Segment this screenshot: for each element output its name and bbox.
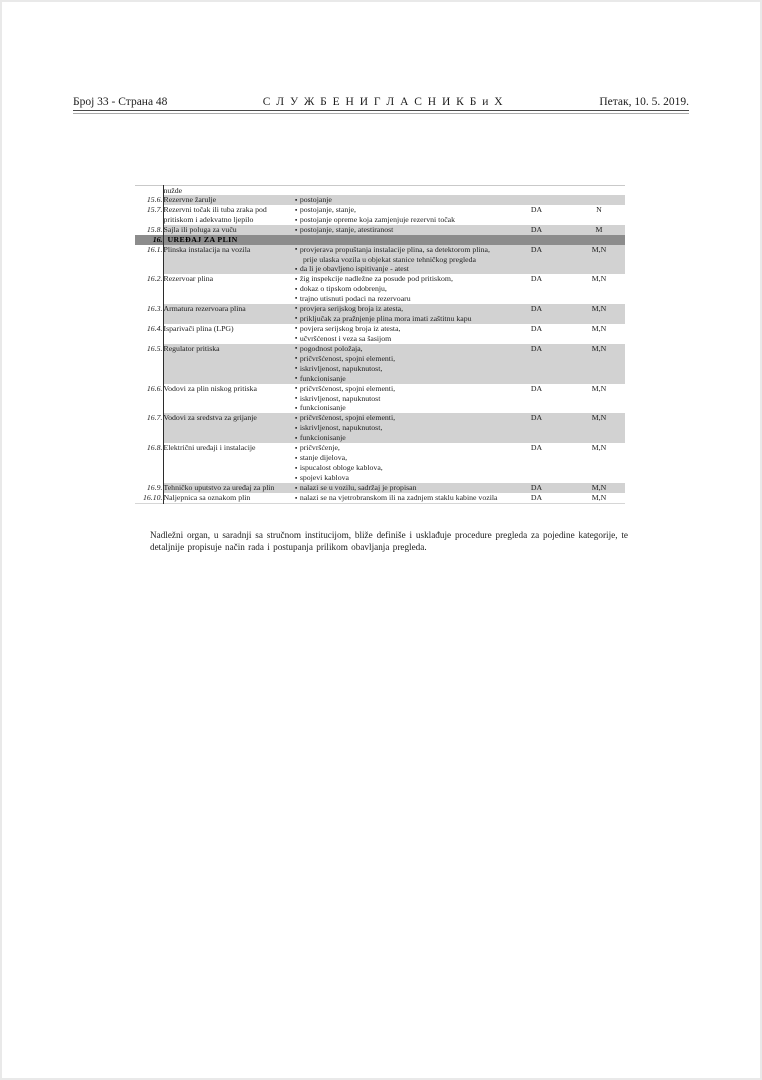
da-cell: DA xyxy=(500,245,573,274)
check-bullet-line xyxy=(295,374,500,384)
bullet-marker: ▪ xyxy=(295,335,298,343)
table-row xyxy=(135,344,625,384)
checks-cell xyxy=(295,384,500,414)
da-cell: DA xyxy=(500,413,573,443)
bullet-marker: ▪ xyxy=(295,305,298,313)
check-text: pričvršćenost, spojni elementi, xyxy=(299,383,396,393)
item-name-cell: nužde xyxy=(163,186,295,196)
check-text: provjera serijskog broja iz atesta, xyxy=(299,303,404,313)
row-number-cell: 16.1. xyxy=(135,245,163,274)
check-text: učvršćenost i veza sa šasijom xyxy=(299,333,392,343)
item-name-cell: Vodovi za plin niskog pritiska xyxy=(163,384,295,414)
checks-cell xyxy=(295,324,500,344)
check-bullet-line xyxy=(295,394,500,404)
check-bullet-line xyxy=(295,493,500,503)
mn-cell: M,N xyxy=(573,483,625,493)
check-bullet-line xyxy=(295,195,500,205)
check-bullet-line xyxy=(295,433,500,443)
checks-cell xyxy=(295,344,500,384)
item-name-cell: Sajla ili poluga za vuču xyxy=(163,225,295,235)
table-row xyxy=(135,483,625,493)
bullet-marker: ▪ xyxy=(295,444,298,452)
check-bullet-line xyxy=(295,304,500,314)
check-bullet-line xyxy=(295,215,500,225)
bullet-marker: ▪ xyxy=(295,355,298,363)
bullet-marker: ▪ xyxy=(295,325,298,333)
check-text: provjerava propuštanja instalacije plina, sa detektorom plina, prije ulaska vozila u objekat stanice tehničkog pregleda xyxy=(299,244,490,264)
check-text: nalazi se na vjetrobranskom ili na zadnjem staklu kabine vozila xyxy=(299,493,498,503)
da-cell: DA xyxy=(500,483,573,493)
check-bullet-line xyxy=(295,413,500,423)
item-name-cell: Regulator pritiska xyxy=(163,344,295,384)
row-number-cell: 16.10. xyxy=(135,493,163,503)
check-bullet-line xyxy=(295,443,500,453)
check-bullet-line xyxy=(295,264,500,274)
table-row xyxy=(135,384,625,414)
check-bullet-line xyxy=(295,245,500,264)
check-bullet-line xyxy=(295,403,500,413)
check-text: iskrivljenost, napuknutost xyxy=(299,393,381,403)
bullet-marker: ▪ xyxy=(295,484,298,492)
item-name-cell: Armatura rezervoara plina xyxy=(163,304,295,324)
check-text: postojanje xyxy=(299,195,332,205)
mn-cell: M,N xyxy=(573,245,625,274)
check-text: povjera serijskog broja iz atesta, xyxy=(299,323,401,333)
row-number-cell: 16.8. xyxy=(135,443,163,483)
item-name-cell: Vodovi za sredstva za grijanje xyxy=(163,413,295,443)
check-bullet-line xyxy=(295,354,500,364)
checks-cell xyxy=(295,413,500,443)
da-cell: DA xyxy=(500,344,573,384)
check-bullet-line xyxy=(295,364,500,374)
bullet-marker: ▪ xyxy=(295,345,298,353)
check-text: funkcionisanje xyxy=(299,403,346,413)
check-bullet-line xyxy=(295,314,500,324)
table-row xyxy=(135,186,625,196)
table-row xyxy=(135,493,625,503)
mn-cell: M,N xyxy=(573,344,625,384)
da-cell: DA xyxy=(500,304,573,324)
checks-cell xyxy=(295,443,500,483)
check-text: funkcionisanje xyxy=(299,373,346,383)
item-name-cell: Plinska instalacija na vozila xyxy=(163,245,295,274)
check-text: postojanje opreme koja zamjenjuje rezervni točak xyxy=(299,215,456,225)
bullet-marker: ▪ xyxy=(295,375,298,383)
row-number-cell: 15.7. xyxy=(135,205,163,225)
check-text: iskrivljenost, napuknutost, xyxy=(299,423,383,433)
item-name-cell: Rezervne žarulje xyxy=(163,195,295,205)
check-bullet-line xyxy=(295,423,500,433)
bullet-marker: ▪ xyxy=(295,216,298,224)
bullet-marker: ▪ xyxy=(295,454,298,462)
item-name-cell: Tehničko uputstvo za uređaj za plin xyxy=(163,483,295,493)
row-number-cell: 16. xyxy=(135,235,163,244)
section-header-row xyxy=(135,235,625,244)
table-row xyxy=(135,413,625,443)
row-number-cell: 16.3. xyxy=(135,304,163,324)
bullet-marker: ▪ xyxy=(295,206,298,214)
check-bullet-line xyxy=(295,334,500,344)
da-cell: DA xyxy=(500,274,573,304)
footnote-paragraph: Nadležni organ, u saradnji sa stručnom institucijom, bliže definiše i usklađuje procedure pregleda za pojedine kategorije, te detaljnije propisuje način rada i postupanja prilikom obavljanja pregleda. xyxy=(150,530,628,552)
check-text: pričvršćenje, xyxy=(299,443,340,453)
page-header xyxy=(73,96,689,109)
bullet-marker: ▪ xyxy=(295,295,298,303)
check-bullet-line xyxy=(295,473,500,483)
check-text: stanje dijelova, xyxy=(299,453,348,463)
bullet-marker: ▪ xyxy=(295,196,298,204)
checks-cell xyxy=(295,186,500,196)
row-number-cell xyxy=(135,186,163,196)
table-row xyxy=(135,205,625,225)
check-bullet-line xyxy=(295,284,500,294)
table-row xyxy=(135,304,625,324)
header-rule xyxy=(73,110,689,114)
check-text: iskrivljenost, napuknutost, xyxy=(299,363,383,373)
table-row xyxy=(135,274,625,304)
bullet-marker: ▪ xyxy=(295,395,298,403)
check-text: postojanje, stanje, xyxy=(299,205,356,215)
mn-cell: M,N xyxy=(573,274,625,304)
bullet-marker: ▪ xyxy=(295,226,298,234)
row-number-cell: 16.7. xyxy=(135,413,163,443)
row-number-cell: 16.5. xyxy=(135,344,163,384)
mn-cell: M,N xyxy=(573,324,625,344)
da-cell xyxy=(500,186,573,196)
item-name-cell: Naljepnica sa oznakom plin xyxy=(163,493,295,503)
header-gazette-title: С Л У Ж Б Е Н И Г Л А С Н И К Б и Х xyxy=(262,96,505,108)
check-text: da li je obavljeno ispitivanje - atest xyxy=(299,264,409,274)
table-row xyxy=(135,225,625,235)
item-name-cell: Rezervni točak ili tuba zraka pod pritiskom i adekvatno ljepilo xyxy=(163,205,295,225)
mn-cell xyxy=(573,186,625,196)
checks-cell xyxy=(295,225,500,235)
check-text: postojanje, stanje, atestiranost xyxy=(299,225,394,235)
row-number-cell: 16.9. xyxy=(135,483,163,493)
check-bullet-line xyxy=(295,205,500,215)
row-number-cell: 15.8. xyxy=(135,225,163,235)
da-cell: DA xyxy=(500,493,573,503)
check-bullet-line xyxy=(295,225,500,235)
row-number-cell: 16.6. xyxy=(135,384,163,414)
check-bullet-line xyxy=(295,324,500,334)
row-number-cell: 16.2. xyxy=(135,274,163,304)
inspection-table xyxy=(135,185,625,504)
check-bullet-line xyxy=(295,274,500,284)
mn-cell: M xyxy=(573,225,625,235)
checks-cell xyxy=(295,304,500,324)
checks-cell xyxy=(295,274,500,304)
bullet-marker: ▪ xyxy=(295,424,298,432)
check-text: priključak za pražnjenje plina mora imati zaštitnu kapu xyxy=(299,313,472,323)
check-bullet-line xyxy=(295,344,500,354)
check-text: dokaz o tipskom odobrenju, xyxy=(299,284,387,294)
row-number-cell: 16.4. xyxy=(135,324,163,344)
bullet-marker: ▪ xyxy=(295,315,298,323)
mn-cell: M,N xyxy=(573,304,625,324)
check-text: pogodnost položaja, xyxy=(299,343,363,353)
check-text: žig inspekcije nadležne za posude pod pritiskom, xyxy=(299,274,453,284)
bullet-marker: ▪ xyxy=(295,404,298,412)
bullet-marker: ▪ xyxy=(295,265,298,273)
check-bullet-line xyxy=(295,483,500,493)
check-bullet-line xyxy=(295,294,500,304)
checks-cell xyxy=(295,205,500,225)
table-row xyxy=(135,443,625,483)
bullet-marker: ▪ xyxy=(295,275,298,283)
da-cell: DA xyxy=(500,205,573,225)
da-cell: DA xyxy=(500,443,573,483)
mn-cell: N xyxy=(573,205,625,225)
mn-cell: M,N xyxy=(573,384,625,414)
check-text: trajno utisnuti podaci na rezervoaru xyxy=(299,293,411,303)
check-text: pričvršćenost, spojni elementi, xyxy=(299,413,396,423)
bullet-marker: ▪ xyxy=(295,414,298,422)
item-name-cell: Rezervoar plina xyxy=(163,274,295,304)
check-bullet-line xyxy=(295,463,500,473)
check-bullet-line xyxy=(295,453,500,463)
table-row xyxy=(135,245,625,274)
check-text: ispucalost obloge kablova, xyxy=(299,463,383,473)
da-cell: DA xyxy=(500,324,573,344)
da-cell xyxy=(500,195,573,205)
header-date: Петак, 10. 5. 2019. xyxy=(599,96,689,108)
bullet-marker: ▪ xyxy=(295,474,298,482)
checks-cell xyxy=(295,483,500,493)
bullet-marker: ▪ xyxy=(295,365,298,373)
header-issue-page: Број 33 - Страна 48 xyxy=(73,96,168,108)
check-text: spojevi kablova xyxy=(299,473,349,483)
mn-cell: M,N xyxy=(573,443,625,483)
bullet-marker: ▪ xyxy=(295,464,298,472)
check-text: funkcionisanje xyxy=(299,433,346,443)
checks-cell xyxy=(295,195,500,205)
mn-cell xyxy=(573,195,625,205)
table-row xyxy=(135,324,625,344)
row-number-cell: 15.6. xyxy=(135,195,163,205)
checks-cell xyxy=(295,245,500,274)
bullet-marker: ▪ xyxy=(295,434,298,442)
mn-cell: M,N xyxy=(573,493,625,503)
bullet-marker: ▪ xyxy=(295,285,298,293)
table-row xyxy=(135,195,625,205)
check-text: pričvršćenost, spojni elementi, xyxy=(299,353,396,363)
mn-cell: M,N xyxy=(573,413,625,443)
check-bullet-line xyxy=(295,384,500,394)
item-name-cell: Isparivači plina (LPG) xyxy=(163,324,295,344)
bullet-marker: ▪ xyxy=(295,246,298,254)
bullet-marker: ▪ xyxy=(295,494,298,502)
bullet-marker: ▪ xyxy=(295,385,298,393)
item-name-cell: Električni uređaji i instalacije xyxy=(163,443,295,483)
section-title-cell: UREĐAJ ZA PLIN xyxy=(163,235,625,244)
da-cell: DA xyxy=(500,384,573,414)
checks-cell xyxy=(295,493,500,503)
da-cell: DA xyxy=(500,225,573,235)
check-text: nalazi se u vozilu, sadržaj je propisan xyxy=(299,483,417,493)
inspection-table-wrap xyxy=(135,185,625,504)
